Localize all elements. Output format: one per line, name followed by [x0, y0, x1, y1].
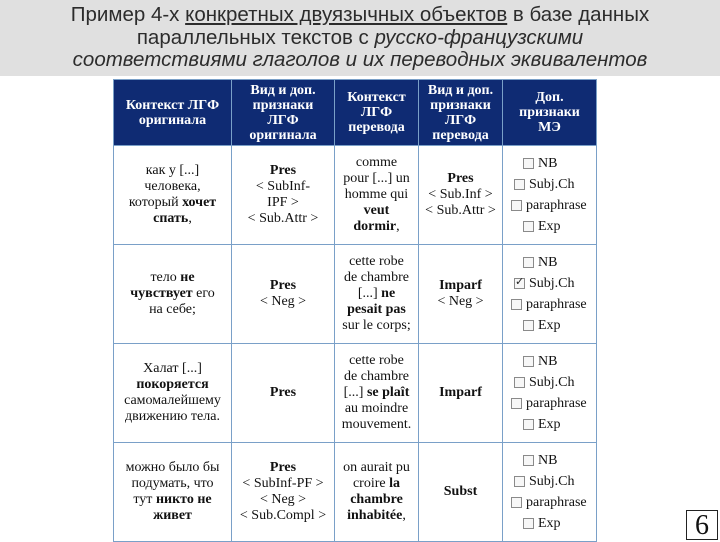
title-line-3: соответствиями глаголов и их переводных эквивалентов: [72, 48, 648, 71]
page-number: 6: [686, 510, 718, 540]
context-original-cell: тело не чувствует его на себе;: [114, 245, 232, 344]
checkbox-exp[interactable]: Exp: [511, 513, 594, 534]
context-original-cell: Халат [...] покоряется самомалейшему движению тела.: [114, 344, 232, 443]
title-text: параллельных текстов с: [136, 25, 375, 49]
checkbox-icon[interactable]: [514, 377, 525, 388]
context-translation-cell: on aurait pu croire la chambre inhabitée,: [335, 443, 419, 542]
context-translation-cell: cette robe de chambre [...] ne pesait pas sur le corps;: [335, 245, 419, 344]
features-translation-cell: Subst: [419, 443, 503, 542]
title-line-2: [0, 27, 720, 50]
context-translation-cell: cette robe de chambre [...] se plaît au moindre mouvement.: [335, 344, 419, 443]
features-original-cell: Pres < SubInf-PF > < Neg > < Sub.Compl >: [232, 443, 335, 542]
checkbox-icon[interactable]: [523, 518, 534, 529]
checkbox-nb[interactable]: NB: [511, 153, 594, 174]
slide-title: [0, 4, 720, 72]
features-original-cell: Pres < Neg >: [232, 245, 335, 344]
checkbox-icon[interactable]: [514, 476, 525, 487]
checkbox-exp[interactable]: Exp: [511, 414, 594, 435]
checkbox-icon[interactable]: [523, 356, 534, 367]
context-original-cell: можно было бы подумать, что тут никто не живет: [114, 443, 232, 542]
table-header-row: [114, 80, 597, 146]
checkbox-subj-ch[interactable]: ✓ Subj.Ch: [511, 273, 594, 294]
checkbox-nb[interactable]: NB: [511, 450, 594, 471]
title-underlined-text: конкретных двуязычных объектов: [185, 3, 508, 26]
features-translation-cell: Imparf: [419, 344, 503, 443]
checkbox-icon[interactable]: [511, 200, 522, 211]
features-original-cell: Pres < SubInf- IPF > < Sub.Attr >: [232, 146, 335, 245]
table-row: [114, 344, 597, 443]
header-context-translation: Контекст ЛГФ перевода: [335, 80, 419, 146]
extra-features-cell: [503, 443, 597, 542]
features-translation-cell: Pres < Sub.Inf > < Sub.Attr >: [419, 146, 503, 245]
checkbox-icon[interactable]: [523, 257, 534, 268]
checkbox-icon[interactable]: [523, 419, 534, 430]
checkbox-icon[interactable]: [523, 158, 534, 169]
table-row: [114, 245, 597, 344]
checkbox-exp[interactable]: Exp: [511, 315, 594, 336]
checkbox-subj-ch[interactable]: Subj.Ch: [511, 471, 594, 492]
features-original-cell: Pres: [232, 344, 335, 443]
title-text: в базе данных: [507, 3, 650, 26]
header-extra-features: Доп. признаки МЭ: [503, 80, 597, 146]
checkbox-paraphrase[interactable]: paraphrase: [511, 393, 594, 414]
title-line-1: [0, 4, 720, 27]
checkbox-subj-ch[interactable]: Subj.Ch: [511, 174, 594, 195]
checkbox-icon[interactable]: [514, 179, 525, 190]
extra-features-cell: [503, 245, 597, 344]
context-original-cell: как у [...] человека, который хочет спать,: [114, 146, 232, 245]
checkbox-icon[interactable]: [523, 455, 534, 466]
checkbox-icon[interactable]: [511, 398, 522, 409]
checkbox-checked-icon[interactable]: [514, 278, 525, 289]
checkbox-icon[interactable]: [523, 320, 534, 331]
header-context-original: Контекст ЛГФ оригинала: [114, 80, 232, 146]
checkbox-nb[interactable]: NB: [511, 351, 594, 372]
verb-correspondence-table: [113, 79, 597, 542]
checkbox-icon[interactable]: [511, 497, 522, 508]
checkbox-icon[interactable]: [523, 221, 534, 232]
checkbox-paraphrase[interactable]: paraphrase: [511, 492, 594, 513]
checkbox-nb[interactable]: NB: [511, 252, 594, 273]
header-features-translation: Вид и доп. признаки ЛГФ перевода: [419, 80, 503, 146]
checkbox-paraphrase[interactable]: paraphrase: [511, 294, 594, 315]
extra-features-cell: [503, 344, 597, 443]
table-row: [114, 443, 597, 542]
checkbox-paraphrase[interactable]: paraphrase: [511, 195, 594, 216]
checkbox-icon[interactable]: [511, 299, 522, 310]
features-translation-cell: Imparf < Neg >: [419, 245, 503, 344]
title-text: Пример 4-х: [70, 3, 186, 26]
title-italic-text: русско-французскими: [374, 25, 584, 49]
checkbox-subj-ch[interactable]: Subj.Ch: [511, 372, 594, 393]
table-row: [114, 146, 597, 245]
checkbox-exp[interactable]: Exp: [511, 216, 594, 237]
extra-features-cell: [503, 146, 597, 245]
header-features-original: Вид и доп. признаки ЛГФ оригинала: [232, 80, 335, 146]
context-translation-cell: comme pour [...] un homme qui veut dormir,: [335, 146, 419, 245]
